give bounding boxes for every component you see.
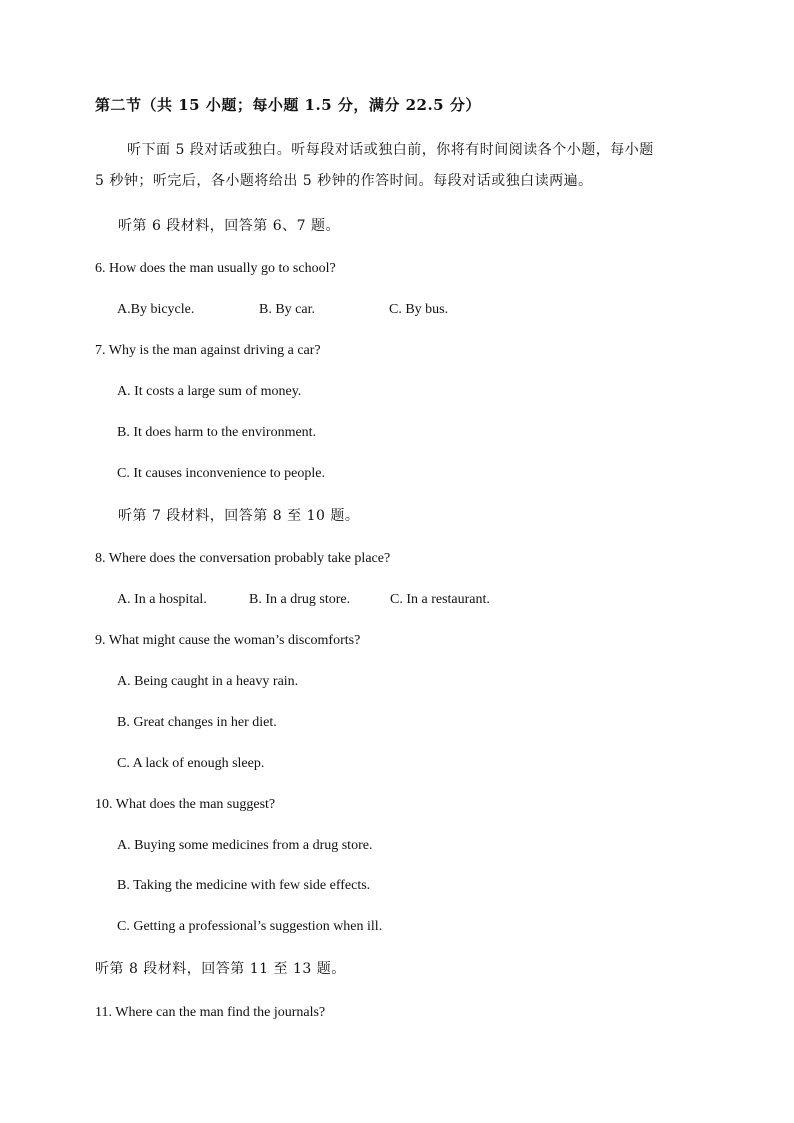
question-8-option-b: B. In a drug store.	[249, 592, 351, 607]
material-header-6: 听第 6 段材料，回答第 6、7 题。	[118, 218, 341, 234]
question-7-option-a: A. It costs a large sum of money.	[117, 384, 302, 399]
question-6-option-a: A.By bicycle.	[117, 302, 195, 317]
instructions-line-1: 听下面 5 段对话或独白。听每段对话或独白前，你将有时间阅读各个小题，每小题	[127, 142, 654, 158]
question-6-option-c: C. By bus.	[389, 302, 449, 317]
question-6-option-b: B. By car.	[259, 302, 315, 317]
question-8-option-c: C. In a restaurant.	[390, 592, 490, 607]
question-7-option-b: B. It does harm to the environment.	[117, 425, 317, 440]
instructions-line-2: 5 秒钟；听完后，各小题将给出 5 秒钟的作答时间。每段对话或独白读两遍。	[95, 173, 593, 189]
question-11-stem: 11. Where can the man find the journals?	[95, 1005, 326, 1020]
question-7-stem: 7. Why is the man against driving a car?	[95, 343, 321, 358]
question-8-option-a: A. In a hospital.	[117, 592, 207, 607]
question-10-option-c: C. Getting a professional’s suggestion when ill.	[117, 919, 383, 934]
question-10-option-a: A. Buying some medicines from a drug store.	[117, 838, 373, 853]
question-10-stem: 10. What does the man suggest?	[95, 797, 276, 812]
section-title: 第二节（共 15 小题；每小题 1.5 分，满分 22.5 分）	[95, 96, 481, 114]
question-7-option-c: C. It causes inconvenience to people.	[117, 466, 325, 481]
material-header-8: 听第 8 段材料，回答第 11 至 13 题。	[95, 961, 346, 977]
question-6-stem: 6. How does the man usually go to school?	[95, 261, 336, 276]
material-header-7: 听第 7 段材料，回答第 8 至 10 题。	[118, 508, 360, 524]
question-9-option-c: C. A lack of enough sleep.	[117, 756, 265, 771]
question-8-stem: 8. Where does the conversation probably take place?	[95, 551, 391, 566]
question-9-option-b: B. Great changes in her diet.	[117, 715, 277, 730]
question-9-stem: 9. What might cause the woman’s discomforts?	[95, 633, 361, 648]
question-10-option-b: B. Taking the medicine with few side effects.	[117, 878, 371, 893]
question-9-option-a: A. Being caught in a heavy rain.	[117, 674, 299, 689]
